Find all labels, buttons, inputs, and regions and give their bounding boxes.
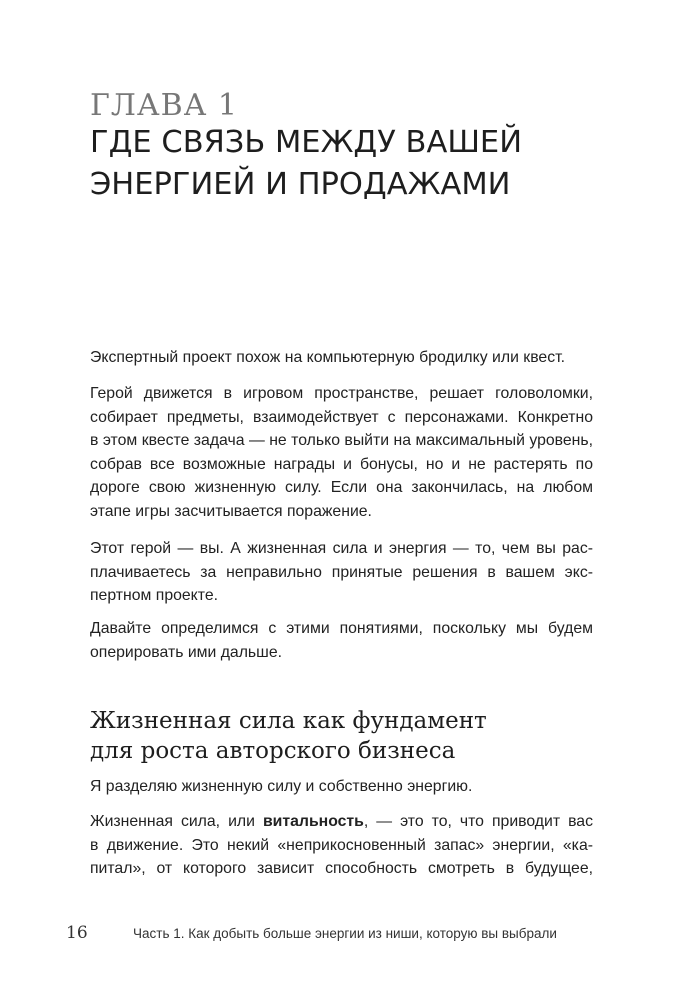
text-line: плачиваетесь за неправильно принятые решения в вашем экс- — [90, 563, 593, 581]
running-title: Часть 1. Как добыть больше энергии из ниши, которую вы выбрали — [133, 926, 557, 941]
section-heading-line: Жизненная сила как фундамент — [90, 708, 487, 734]
text-line: собрав все возможные награды и бонусы, но и не растерять по — [90, 455, 593, 473]
paragraph-5 — [90, 810, 593, 881]
text-line: Герой движется в игровом пространстве, решает головоломки, — [90, 385, 593, 402]
section-heading-line: для роста авторского бизнеса — [90, 738, 456, 764]
text-line: дороге свою жизненную силу. Если она закончилась, на любом — [90, 479, 593, 496]
text-fragment: Жизненная сила, или — [90, 813, 263, 830]
paragraph-3 — [90, 537, 593, 608]
chapter-title-line: ЭНЕРГИЕЙ И ПРОДАЖАМИ — [90, 167, 511, 202]
text-line: в этом квесте задача — не только выйти на максимальный уровень, — [90, 432, 593, 449]
paragraph-1 — [90, 346, 593, 370]
text-line: Этот герой — вы. А жизненная сила и энергия — то, чем вы рас- — [90, 540, 593, 557]
chapter-label: ГЛАВА 1 — [90, 88, 239, 123]
text-line: этапе игры засчитывается поражение. — [90, 502, 372, 520]
text-fragment: , — это то, что приводит вас — [363, 813, 593, 830]
text-line: собирает предметы, взаимодействует с персонажами. Конкретно — [90, 408, 593, 426]
text-line: Я разделяю жизненную силу и собственно энергию. — [90, 778, 473, 795]
text-line: пертном проекте. — [90, 587, 219, 604]
chapter-title-line: ГДЕ СВЯЗЬ МЕЖДУ ВАШЕЙ — [90, 125, 523, 160]
section-intro — [90, 775, 593, 799]
text-line: Экспертный проект похож на компьютерную бродилку или квест. — [90, 349, 565, 366]
chapter-title — [90, 122, 610, 206]
paragraph-4 — [90, 617, 593, 664]
text-line: оперировать ими дальше. — [90, 643, 283, 661]
text-line: Давайте определимся с этими понятиями, поскольку мы будем — [90, 620, 593, 637]
bold-term: витальность — [262, 813, 364, 830]
text-line: питал», от которого зависит способность смотреть в будущее, — [90, 860, 593, 877]
section-heading — [90, 706, 590, 766]
text-line: в движение. Это некий «неприкосновенный запас» энергии, «ка- — [90, 836, 593, 854]
paragraph-2 — [90, 382, 593, 523]
text-line — [90, 810, 593, 834]
page-number: 16 — [66, 923, 88, 943]
